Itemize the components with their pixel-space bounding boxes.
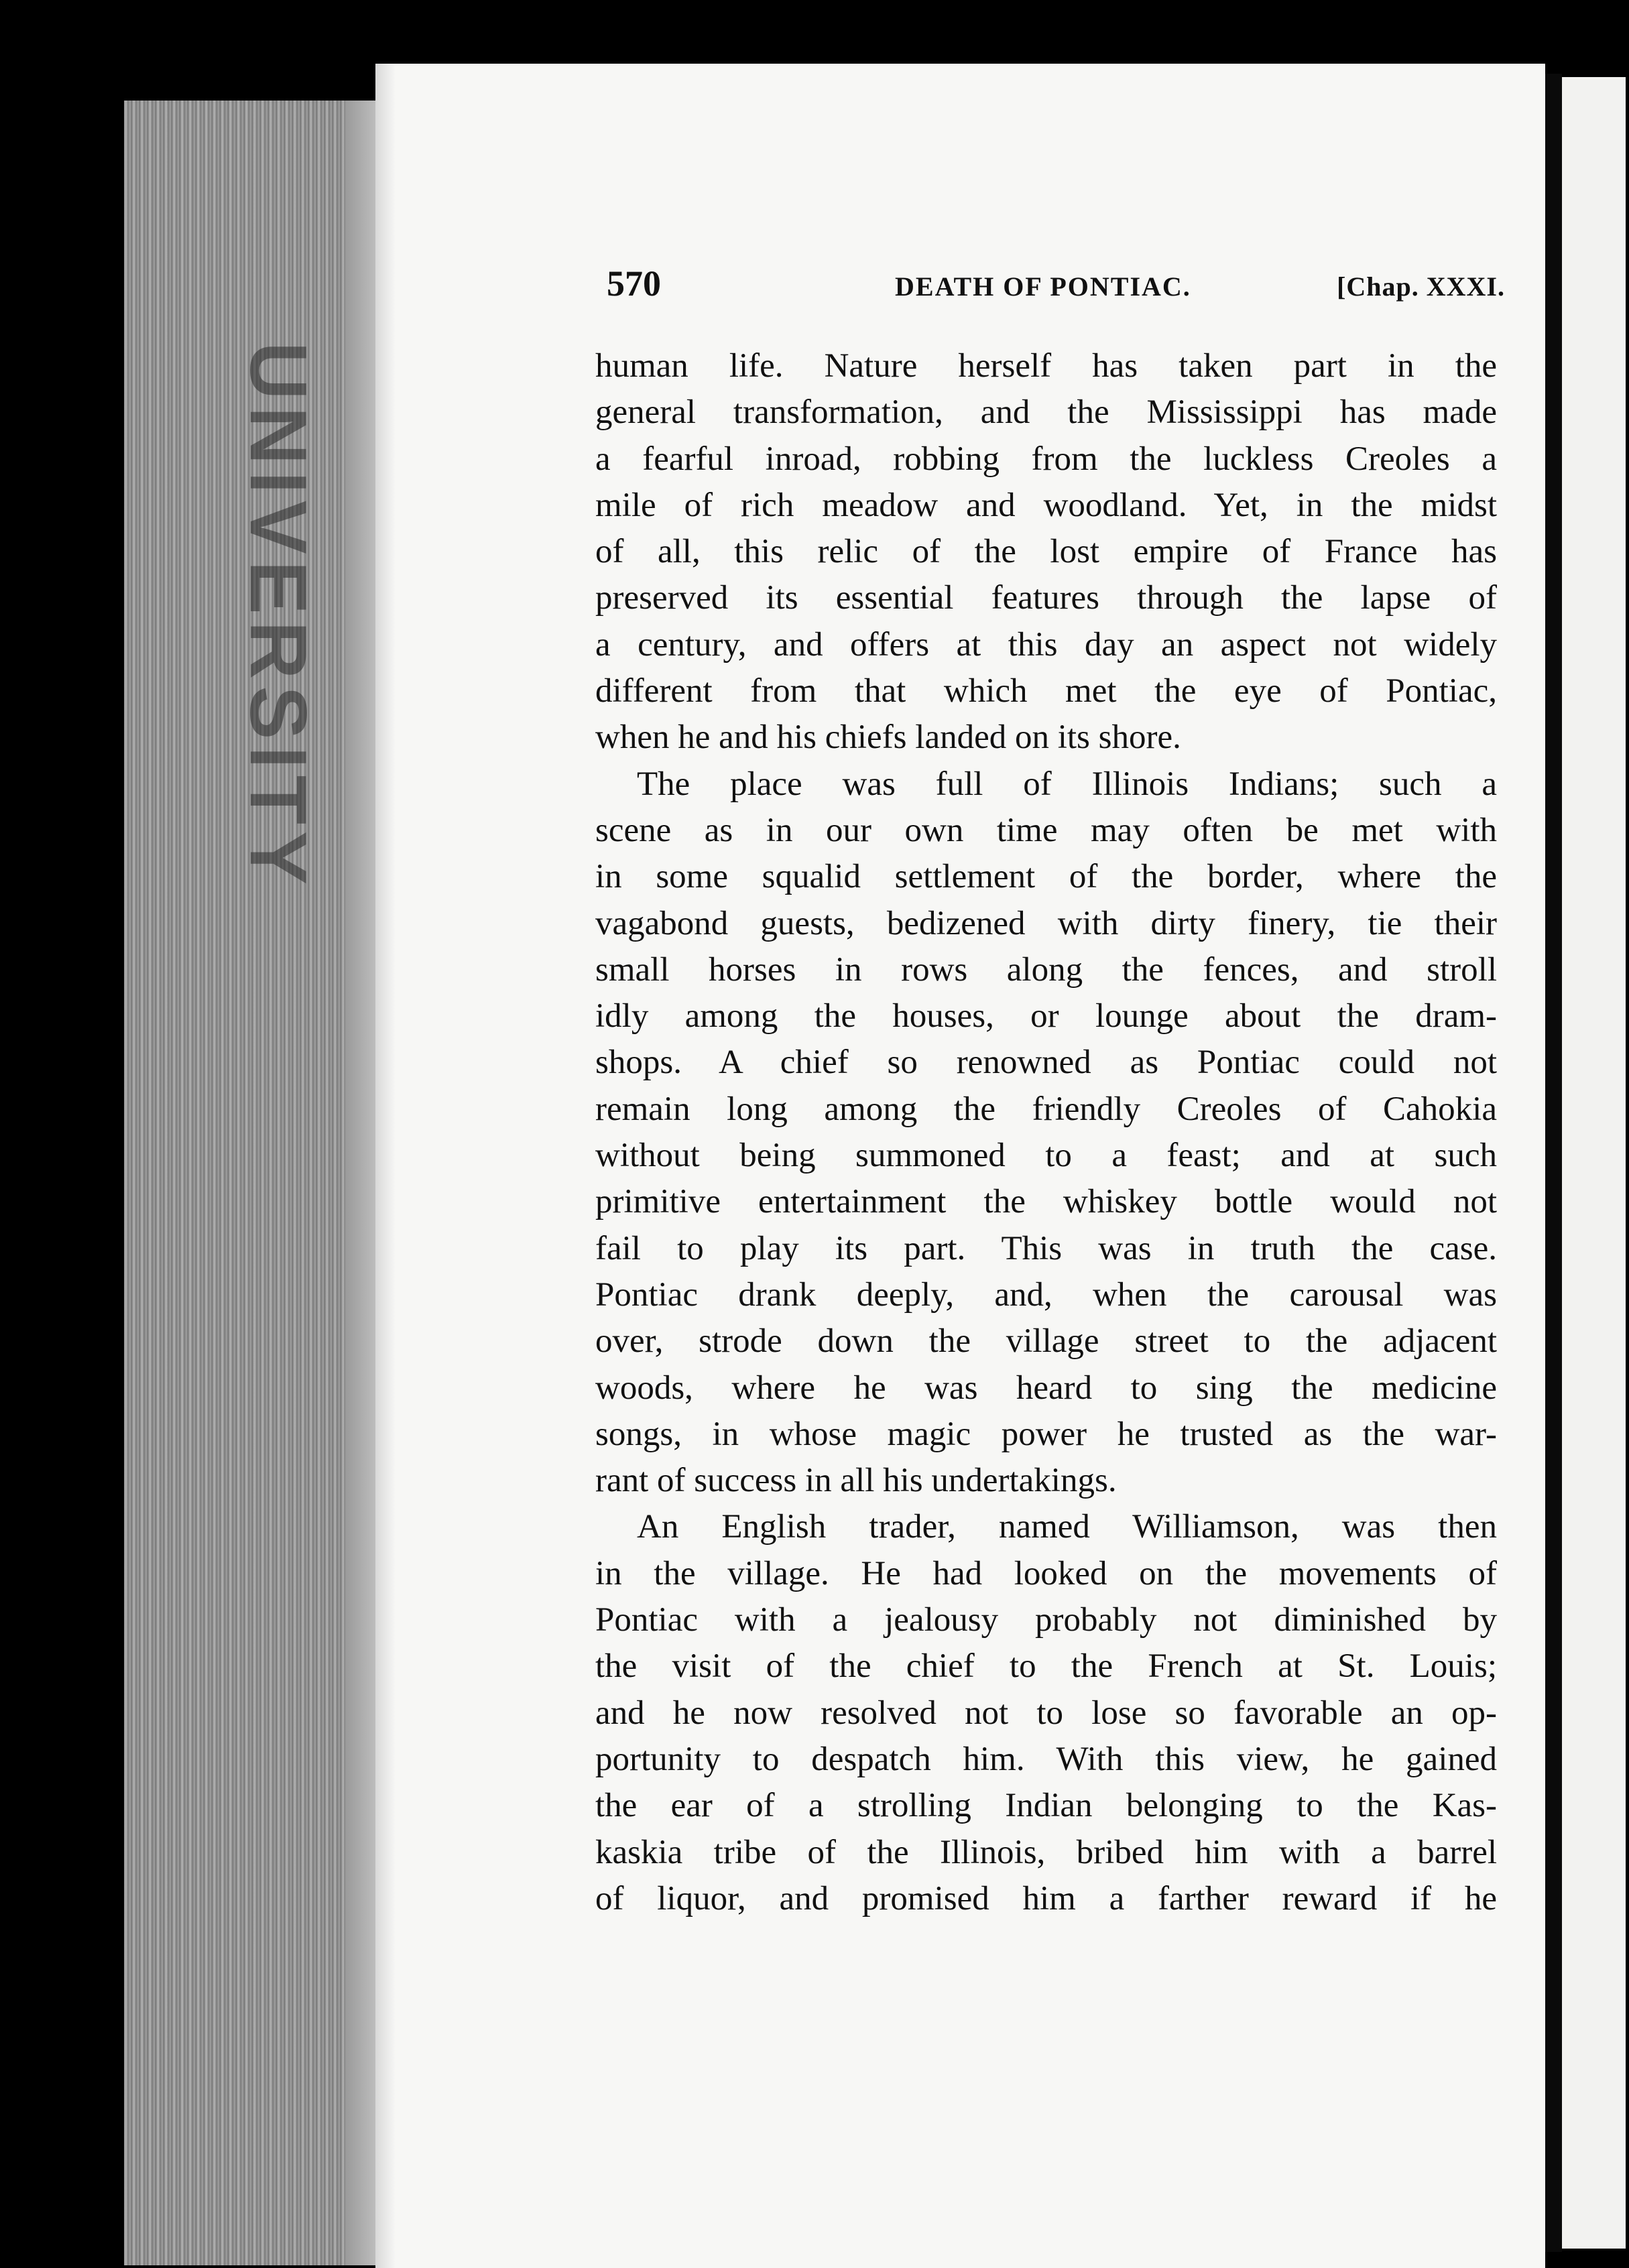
body-text — [595, 343, 1497, 1922]
text-line: shops. A chief so renowned as Pontiac could not — [595, 1044, 1497, 1082]
text-line: songs, in whose magic power he trusted as the war- — [595, 1415, 1497, 1453]
text-line: different from that which met the eye of Pontiac, — [595, 672, 1497, 710]
text-line: a fearful inroad, robbing from the luckless Creoles a — [595, 440, 1497, 478]
text-line: remain long among the friendly Creoles of Cahokia — [595, 1090, 1497, 1128]
text-line: primitive entertainment the whiskey bottle would not — [595, 1183, 1497, 1221]
text-line: the ear of a strolling Indian belonging to the Kas- — [595, 1787, 1497, 1825]
text-line: rant of success in all his undertakings. — [595, 1462, 1117, 1500]
text-line: in some squalid settlement of the border, where the — [595, 858, 1497, 896]
text-line: Pontiac with a jealousy probably not diminished by — [595, 1601, 1497, 1639]
page-number: 570 — [607, 263, 661, 304]
library-stamp — [231, 341, 325, 892]
text-line: woods, where he was heard to sing the medicine — [595, 1369, 1497, 1407]
text-line: kaskia tribe of the Illinois, bribed him with a barrel — [595, 1833, 1497, 1871]
text-line: general transformation, and the Mississippi has made — [595, 393, 1497, 432]
page-gutter — [375, 64, 396, 2268]
text-line: without being summoned to a feast; and at such — [595, 1137, 1497, 1175]
text-line: over, strode down the village street to the adjacent — [595, 1322, 1497, 1361]
text-line: small horses in rows along the fences, and stroll — [595, 950, 1497, 989]
text-line: when he and his chiefs landed on its shore. — [595, 718, 1181, 757]
text-line: in the village. He had looked on the movements of — [595, 1554, 1497, 1592]
text-line: fail to play its part. This was in truth the case. — [595, 1229, 1497, 1267]
text-line: the visit of the chief to the French at St. Louis; — [595, 1647, 1497, 1686]
page-fold-shadow — [1545, 74, 1562, 2252]
text-line: Pontiac drank deeply, and, when the carousal was — [595, 1275, 1497, 1314]
text-line: and he now resolved not to lose so favorable an op- — [595, 1694, 1497, 1732]
next-page-edge — [1562, 77, 1626, 2249]
text-line: a century, and offers at this day an aspect not widely — [595, 625, 1497, 664]
text-line: human life. Nature herself has taken part in the — [595, 347, 1497, 385]
text-line: of all, this relic of the lost empire of France has — [595, 533, 1497, 571]
chapter-reference: [Chap. XXXI. — [1337, 271, 1505, 302]
text-line: An English trader, named Williamson, was then — [637, 1508, 1497, 1546]
text-line: portunity to despatch him. With this view, he gained — [595, 1740, 1497, 1778]
running-head — [607, 263, 1505, 310]
text-line: scene as in our own time may often be met with — [595, 811, 1497, 849]
text-line: of liquor, and promised him a farther reward if he — [595, 1879, 1497, 1917]
running-title: DEATH OF PONTIAC. — [895, 271, 1191, 302]
text-line: idly among the houses, or lounge about the dram- — [595, 997, 1497, 1035]
text-line: preserved its essential features through the lapse of — [595, 579, 1497, 617]
text-line: The place was full of Illinois Indians; such a — [637, 765, 1497, 803]
library-stamp-text: UNIVERSITY — [233, 341, 323, 892]
text-line: vagabond guests, bedizened with dirty finery, tie their — [595, 904, 1497, 942]
text-line: mile of rich meadow and woodland. Yet, in the midst — [595, 486, 1497, 524]
